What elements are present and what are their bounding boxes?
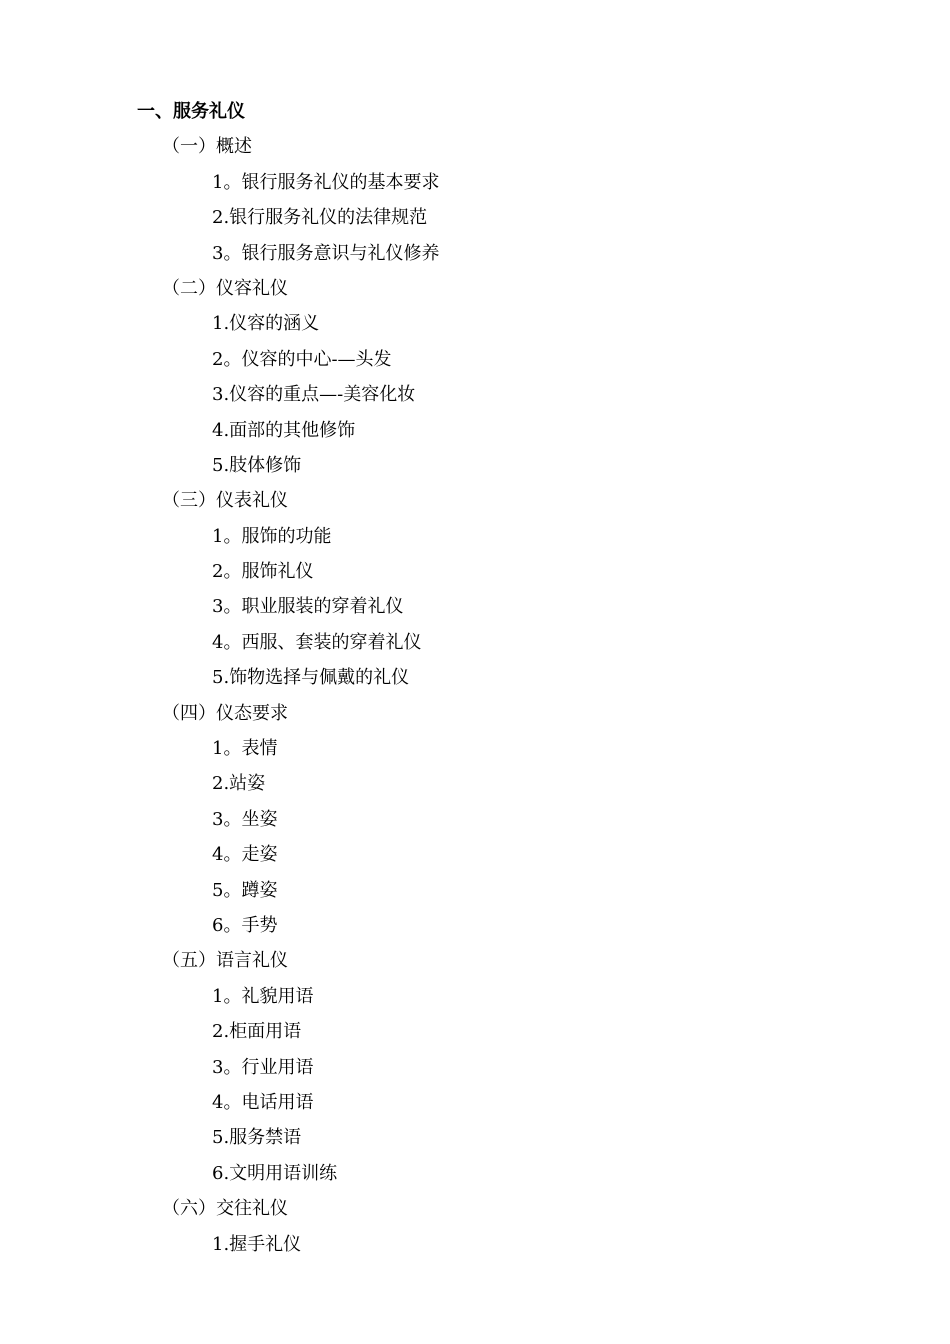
list-item: 5.肢体修饰: [212, 454, 302, 476]
subsection-title-4: （四）仪态要求: [162, 702, 288, 724]
list-item: 1.握手礼仪: [212, 1233, 302, 1255]
subsection-title-6: （六）交往礼仪: [162, 1198, 288, 1220]
list-item: 2.银行服务礼仪的法律规范: [212, 207, 428, 229]
list-item: 4。西服、套装的穿着礼仪: [212, 631, 422, 653]
list-item: 1。表情: [212, 738, 278, 760]
list-item: 4.面部的其他修饰: [212, 419, 356, 441]
list-item: 3。坐姿: [212, 808, 278, 830]
list-item: 3.仪容的重点—-美容化妆: [212, 384, 416, 406]
list-item: 5.服务禁语: [212, 1127, 302, 1149]
list-item: 1。银行服务礼仪的基本要求: [212, 171, 440, 193]
subsection-title-5: （五）语言礼仪: [162, 950, 288, 972]
list-item: 5。蹲姿: [212, 879, 278, 901]
list-item: 5.饰物选择与佩戴的礼仪: [212, 667, 410, 689]
subsection-title-2: （二）仪容礼仪: [162, 277, 288, 299]
document-body: [137, 97, 837, 1265]
list-item: 4。走姿: [212, 844, 278, 866]
list-item: 3。银行服务意识与礼仪修养: [212, 242, 440, 264]
list-item: 4。电话用语: [212, 1091, 314, 1113]
list-item: 3。职业服装的穿着礼仪: [212, 596, 404, 618]
list-item: 1。服饰的功能: [212, 525, 332, 547]
section-heading: 一、服务礼仪: [137, 101, 245, 122]
list-item: 6。手势: [212, 914, 278, 936]
list-item: 1.仪容的涵义: [212, 313, 320, 335]
list-item: 2。仪容的中心-—头发: [212, 348, 392, 370]
list-item: 6.文明用语训练: [212, 1162, 338, 1184]
subsection-title-1: （一）概述: [162, 136, 252, 158]
list-item: 1。礼貌用语: [212, 985, 314, 1007]
subsection-title-3: （三）仪表礼仪: [162, 490, 288, 512]
list-item: 3。行业用语: [212, 1056, 314, 1078]
list-item: 2.柜面用语: [212, 1021, 302, 1043]
list-item: 2。服饰礼仪: [212, 561, 314, 583]
list-item: 2.站姿: [212, 773, 266, 795]
